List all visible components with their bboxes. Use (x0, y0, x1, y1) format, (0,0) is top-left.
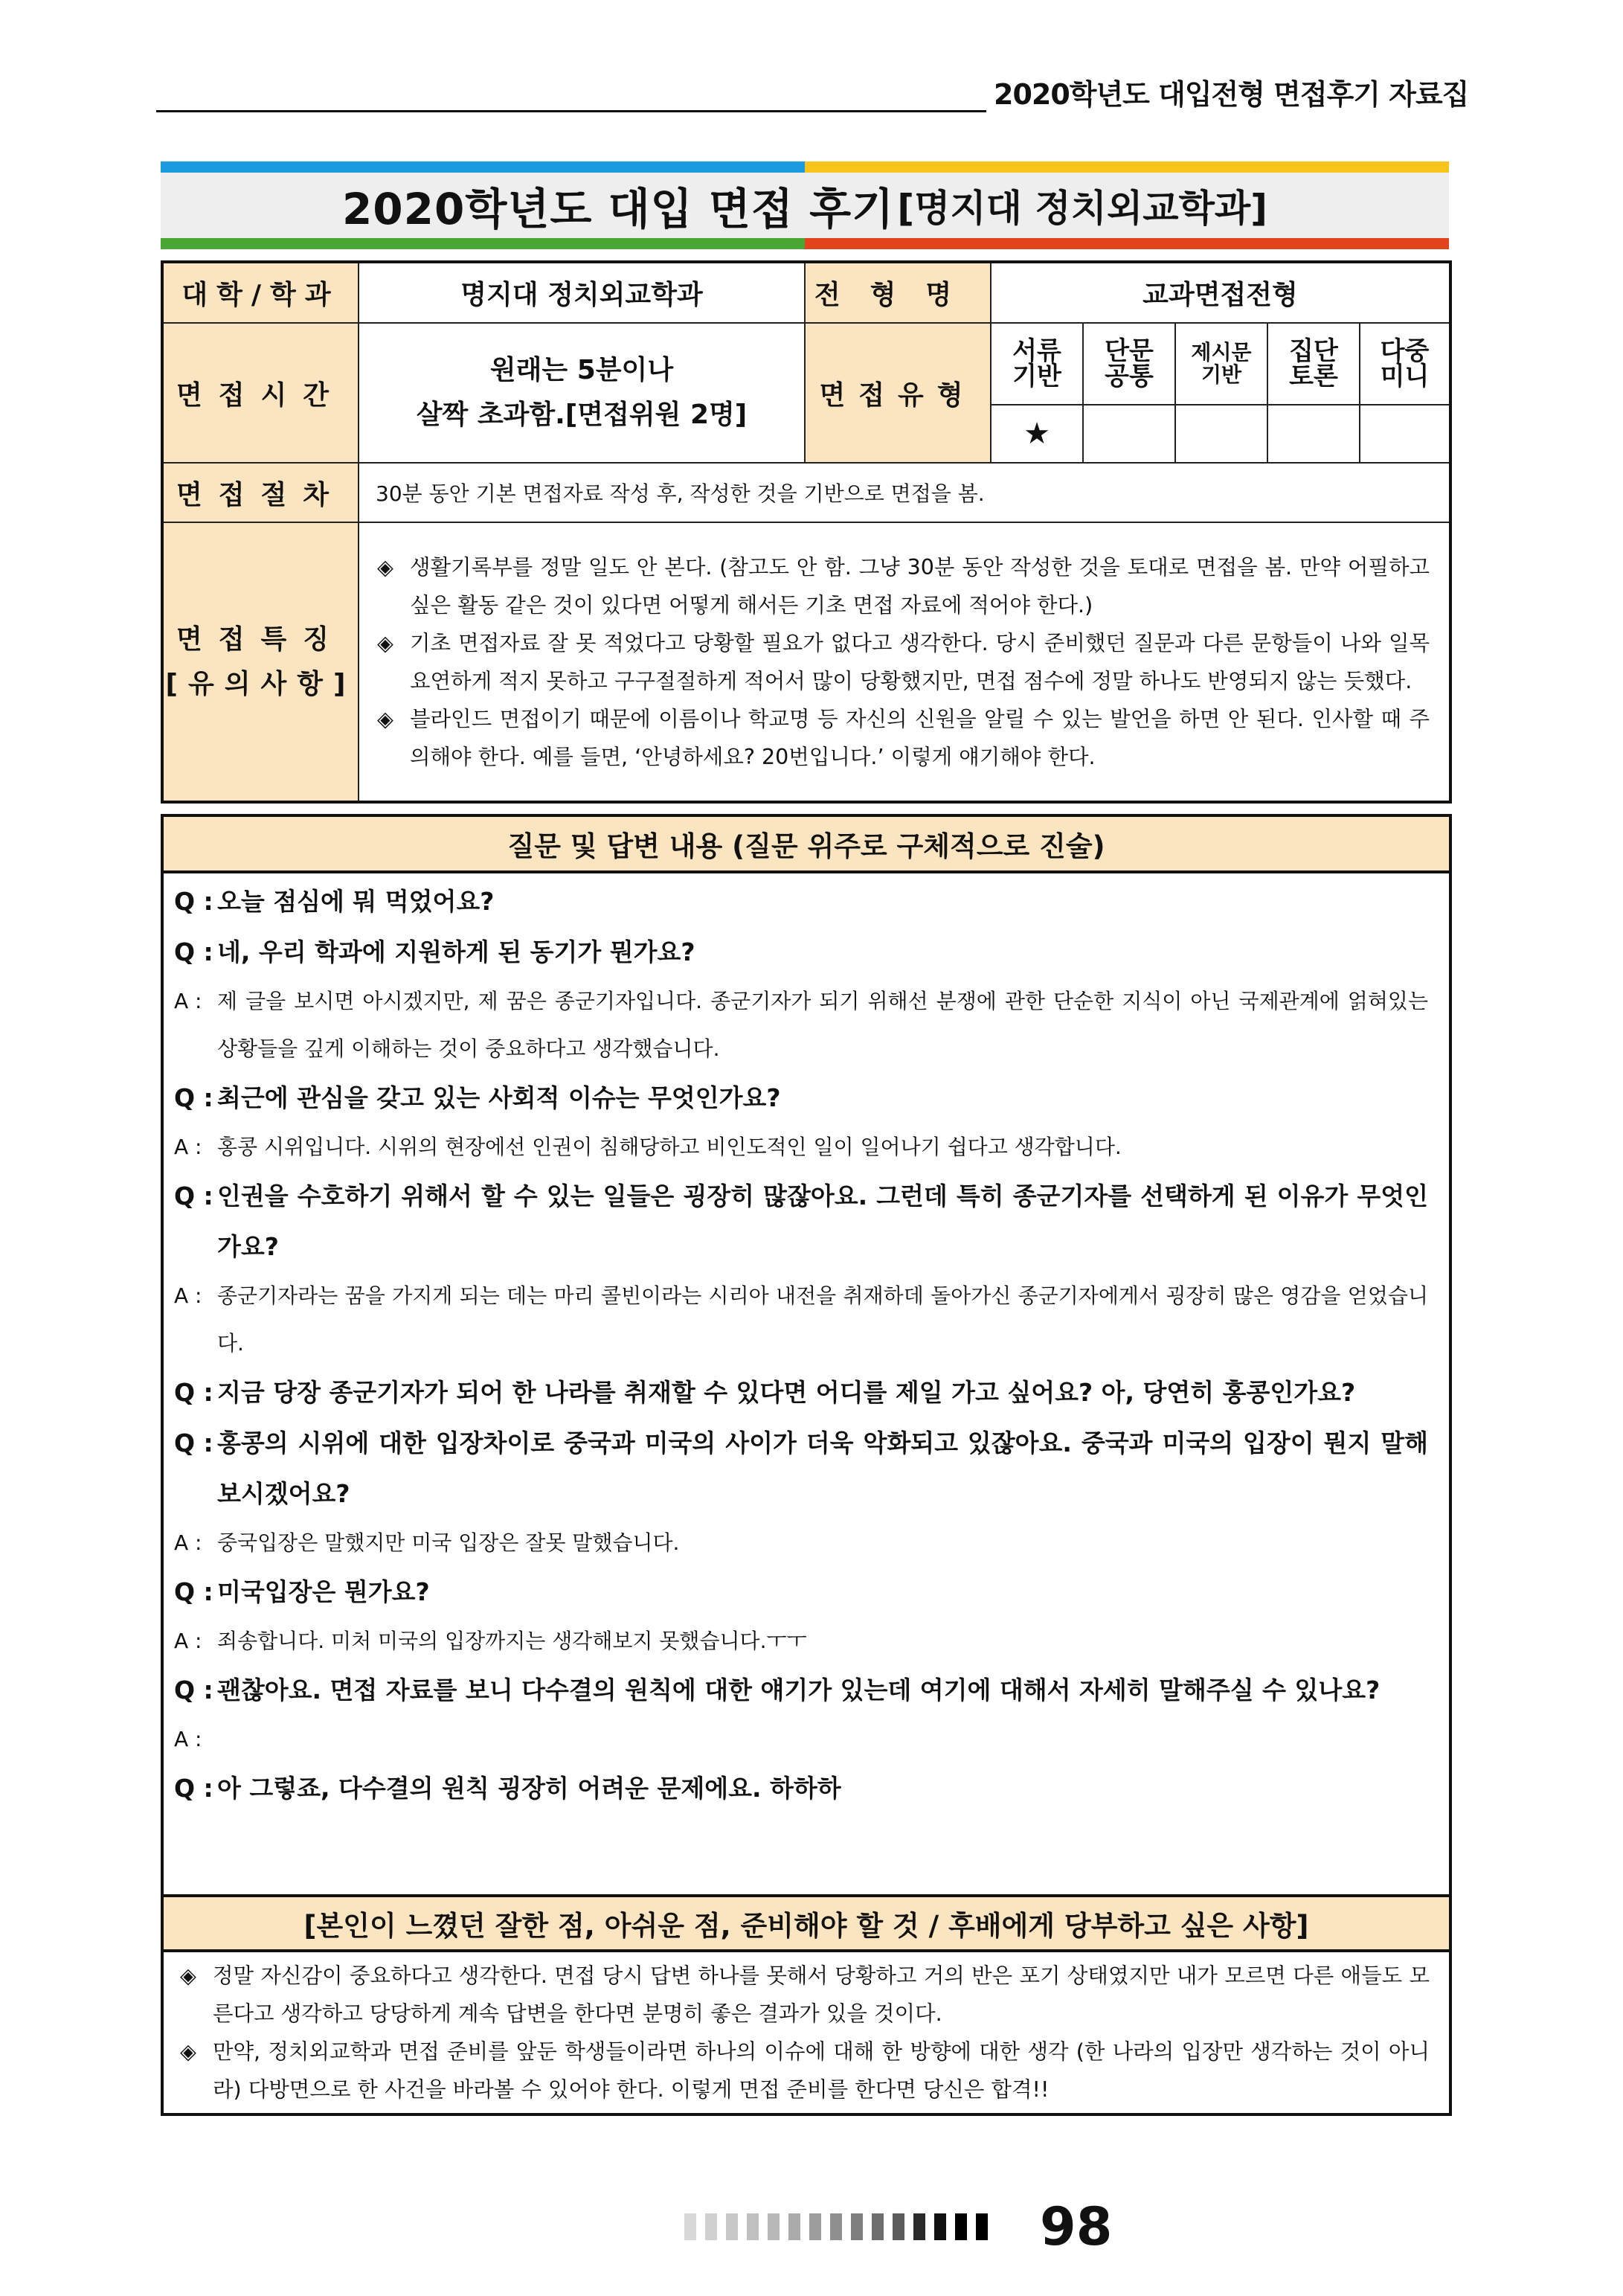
question-text: 오늘 점심에 뭐 먹었어요? (217, 887, 495, 916)
question-row (174, 1367, 1449, 1418)
time-value-line1: 원래는 5분이나 (489, 355, 674, 385)
progress-square (976, 2213, 988, 2240)
question-row (174, 1567, 1449, 1617)
question-prefix: Q : (174, 1181, 213, 1210)
progress-square (955, 2213, 967, 2240)
progress-square (705, 2213, 717, 2240)
itype-passage-l2: 기반 (1201, 362, 1242, 387)
progress-square (934, 2213, 946, 2240)
answer-prefix: A : (174, 1135, 202, 1159)
itype-passage (1175, 323, 1267, 405)
itype-document-l2: 기반 (1012, 362, 1061, 391)
page-footer (684, 2196, 1113, 2257)
title-bar-top-blue (161, 161, 805, 173)
question-prefix: Q : (174, 887, 213, 916)
title-main: 2020학년도 대입 면접 후기 (341, 184, 895, 234)
question-prefix: Q : (174, 937, 213, 966)
feature-item (377, 548, 1430, 624)
answer-prefix: A : (174, 989, 202, 1013)
answer-prefix: A : (174, 1727, 202, 1751)
title-bar-bottom-red (805, 238, 1449, 249)
progress-square (684, 2213, 696, 2240)
answer-prefix: A : (174, 1629, 202, 1653)
answer-row (174, 978, 1449, 1073)
question-prefix: Q : (174, 1675, 213, 1705)
itype-mmi-l1: 다중 (1380, 336, 1430, 366)
question-row (174, 1073, 1449, 1123)
progress-square (809, 2213, 821, 2240)
itype-mmi-mark (1360, 405, 1450, 463)
univ-label: 대학/학과 (162, 262, 359, 323)
diamond-bullet-icon: ◈ (377, 630, 393, 655)
question-row (174, 1418, 1449, 1519)
feedback-list (180, 1957, 1430, 2109)
itype-group (1267, 323, 1360, 405)
answer-text: 죄송합니다. 미처 미국의 입장까지는 생각해보지 못했습니다.ㅜㅜ (217, 1629, 807, 1653)
page-number: 98 (1040, 2196, 1113, 2257)
question-prefix: Q : (174, 1378, 213, 1407)
univ-value: 명지대 정치외교학과 (359, 262, 805, 323)
feature-text: 생활기록부를 정말 일도 안 본다. (참고도 안 함. 그냥 30분 동안 작성한 것을 토대로 면접을 봄. 만약 어필하고 싶은 활동 같은 것이 있다면 어떻게 해서든 기초 면접 자료에 적어야 한다.) (410, 554, 1430, 618)
progress-square (851, 2213, 863, 2240)
itype-short-l2: 공통 (1105, 362, 1154, 391)
itype-document (991, 323, 1083, 405)
diamond-bullet-icon: ◈ (377, 554, 393, 580)
progress-square (913, 2213, 925, 2240)
proc-label: 면접절차 (162, 463, 359, 522)
progress-square (872, 2213, 884, 2240)
feedback-text: 정말 자신감이 중요하다고 생각한다. 면접 당시 답변 하나를 못해서 당황하고 거의 반은 포기 상태였지만 내가 모르면 다른 애들도 모른다고 생각하고 당당하게 계속 답변을 한다면 분명히 좋은 결과가 있을 것이다. (213, 1963, 1430, 2026)
diamond-bullet-icon: ◈ (377, 706, 393, 731)
itype-document-l1: 서류 (1012, 336, 1061, 366)
qa-section-title: 질문 및 답변 내용 (질문 위주로 구체적으로 진술) (161, 814, 1452, 873)
itype-mmi (1360, 323, 1450, 405)
itype-group-l2: 토론 (1289, 362, 1338, 391)
question-prefix: Q : (174, 1428, 213, 1458)
type-label: 전형명 (805, 262, 991, 323)
itype-document-mark: ★ (991, 405, 1083, 463)
title-bar-bottom-green (161, 238, 805, 249)
itype-short-l1: 단문 (1105, 336, 1154, 366)
question-prefix: Q : (174, 1577, 213, 1606)
type-value: 교과면접전형 (991, 262, 1450, 323)
qa-section (161, 868, 1452, 1897)
progress-square (747, 2213, 759, 2240)
feature-item (377, 700, 1430, 776)
time-label: 면접시간 (162, 323, 359, 463)
header-rule (156, 110, 986, 112)
itype-short-mark (1083, 405, 1175, 463)
question-row (174, 1665, 1449, 1716)
answer-row (174, 1617, 1449, 1665)
question-text: 아 그렇죠, 다수결의 원칙 굉장히 어려운 문제에요. 하하하 (217, 1774, 841, 1803)
feedback-item (180, 1957, 1430, 2033)
feature-text: 기초 면접자료 잘 못 적었다고 당황할 필요가 없다고 생각한다. 당시 준비했던 질문과 다른 문항들이 나와 일목요연하게 적지 못하고 구구절절하게 적어서 많이 당황했지만, 면접 점수에 정말 하나도 반영되지 않는 듯했다. (410, 630, 1430, 693)
itype-group-mark (1267, 405, 1360, 463)
answer-row (174, 1716, 1449, 1763)
answer-text (217, 1716, 1428, 1763)
header-title: 2020학년도 대입전형 면접후기 자료집 (994, 78, 1469, 111)
title-bar-top-yellow (805, 161, 1449, 173)
diamond-bullet-icon: ◈ (180, 2039, 196, 2064)
feature-text: 블라인드 면접이기 때문에 이름이나 학교명 등 자신의 신원을 알릴 수 있는 발언을 하면 안 된다. 인사할 때 주의해야 한다. 예를 들면, ‘안녕하세요? 20번입니다.’ 이렇게 얘기해야 한다. (410, 706, 1430, 769)
title-sub: [명지대 정치외교학과] (897, 187, 1268, 230)
answer-text: 종군기자라는 꿈을 가지게 되는 데는 마리 콜빈이라는 시리아 내전을 취재하데 돌아가신 종군기자에게서 굉장히 많은 영감을 얻었습니다. (217, 1283, 1428, 1356)
itype-label: 면접유형 (805, 323, 991, 463)
question-text: 홍콩의 시위에 대한 입장차이로 중국과 미국의 사이가 더욱 악화되고 있잖아요. 중국과 미국의 입장이 뭔지 말해보시겠어요? (217, 1428, 1428, 1508)
page-progress-squares (684, 2213, 997, 2240)
document-title (161, 173, 1449, 238)
time-value-line2: 살짝 초과함.[면접위원 2명] (416, 400, 748, 430)
question-text: 네, 우리 학과에 지원하게 된 동기가 뭔가요? (217, 937, 695, 966)
info-table (161, 260, 1452, 804)
answer-text: 제 글을 보시면 아시겠지만, 제 꿈은 종군기자입니다. 종군기자가 되기 위해선 분쟁에 관한 단순한 지식이 아닌 국제관계에 얽혀있는 상황들을 깊게 이해하는 것이 중요하다고 생각했습니다. (217, 989, 1428, 1061)
itype-mmi-l2: 미니 (1380, 362, 1430, 391)
answer-row (174, 1519, 1449, 1567)
question-row (174, 1763, 1449, 1814)
feedback-text: 만약, 정치외교학과 면접 준비를 앞둔 학생들이라면 하나의 이슈에 대해 한 방향에 대한 생각 (한 나라의 입장만 생각하는 것이 아니라) 다방면으로 한 사건을 바라볼 수 있어야 한다. 이렇게 면접 준비를 한다면 당신은 합격!! (213, 2039, 1430, 2102)
feat-label-1: 면접특징 (176, 623, 346, 655)
time-value (359, 323, 805, 463)
progress-square (768, 2213, 780, 2240)
feedback-title: [본인이 느꼈던 잘한 점, 아쉬운 점, 준비해야 할 것 / 후배에게 당부하고 싶은 사항] (161, 1894, 1452, 1952)
feat-label-2: [유의사항] (165, 668, 356, 699)
answer-row (174, 1123, 1449, 1171)
question-prefix: Q : (174, 1083, 213, 1112)
itype-group-l1: 집단 (1289, 336, 1338, 366)
progress-square (726, 2213, 738, 2240)
qa-list (174, 876, 1449, 1814)
progress-square (830, 2213, 842, 2240)
answer-row (174, 1272, 1449, 1367)
progress-square (788, 2213, 800, 2240)
progress-square (893, 2213, 904, 2240)
feedback-item (180, 2033, 1430, 2109)
feature-item (377, 624, 1430, 700)
question-row (174, 876, 1449, 927)
diamond-bullet-icon: ◈ (180, 1963, 196, 1988)
question-row (174, 927, 1449, 978)
answer-prefix: A : (174, 1283, 202, 1308)
features-list (359, 522, 1450, 802)
question-prefix: Q : (174, 1774, 213, 1803)
question-row (174, 1171, 1449, 1272)
answer-text: 중국입장은 말했지만 미국 입장은 잘못 말했습니다. (217, 1530, 680, 1555)
question-text: 괜찮아요. 면접 자료를 보니 다수결의 원칙에 대한 얘기가 있는데 여기에 대해서 자세히 말해주실 수 있나요? (217, 1675, 1381, 1705)
itype-passage-mark (1175, 405, 1267, 463)
answer-prefix: A : (174, 1530, 202, 1555)
itype-passage-l1: 제시문 (1191, 340, 1252, 365)
question-text: 미국입장은 뭔가요? (217, 1577, 430, 1606)
feedback-section (161, 1946, 1452, 2116)
question-text: 인권을 수호하기 위해서 할 수 있는 일들은 굉장히 많잖아요. 그런데 특히 종군기자를 선택하게 된 이유가 무엇인가요? (217, 1181, 1428, 1261)
question-text: 지금 당장 종군기자가 되어 한 나라를 취재할 수 있다면 어디를 제일 가고 싶어요? 아, 당연히 홍콩인가요? (217, 1378, 1356, 1407)
feat-label (162, 522, 359, 802)
proc-value: 30분 동안 기본 면접자료 작성 후, 작성한 것을 기반으로 면접을 봄. (359, 463, 1450, 522)
answer-text: 홍콩 시위입니다. 시위의 현장에선 인권이 침해당하고 비인도적인 일이 일어나기 쉽다고 생각합니다. (217, 1135, 1122, 1159)
question-text: 최근에 관심을 갖고 있는 사회적 이슈는 무엇인가요? (217, 1083, 781, 1112)
itype-short (1083, 323, 1175, 405)
